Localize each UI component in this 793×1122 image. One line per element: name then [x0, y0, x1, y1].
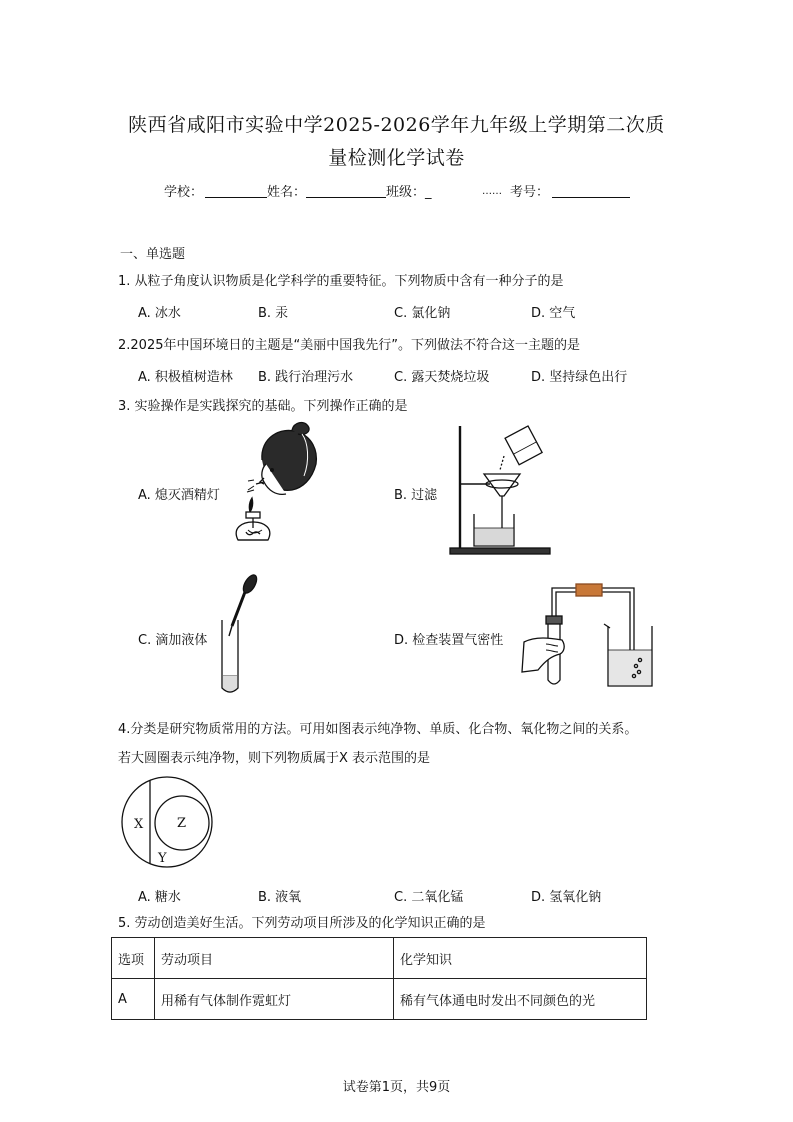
q3-option-b[interactable]: B. 过滤 — [394, 488, 438, 503]
diagram-label-z: Z — [177, 816, 187, 831]
q5-stem: 5. 劳动创造美好生活。下列劳动项目所涉及的化学知识正确的是 — [118, 916, 486, 931]
table-header-cell: 化学知识 — [394, 938, 647, 979]
q4-stem-line2: 若大圆圈表示纯净物，则下列物质属于X 表示范围的是 — [118, 751, 431, 766]
q1-stem: 1. 从粒子角度认识物质是化学科学的重要特征。下列物质中含有一种分子的是 — [118, 274, 564, 289]
diagram-label-y: Y — [158, 851, 167, 866]
filtration-illustration — [448, 424, 558, 558]
exam-no-blank[interactable] — [552, 183, 630, 198]
name-label: 姓名： — [267, 185, 307, 200]
dropper-illustration — [214, 572, 262, 698]
table-cell: 稀有气体通电时发出不同颜色的光 — [394, 979, 647, 1020]
q3-option-a[interactable]: A. 熄灭酒精灯 — [138, 488, 220, 503]
q3-stem: 3. 实验操作是实践探究的基础。下列操作正确的是 — [118, 399, 408, 414]
table-cell: A — [112, 979, 155, 1020]
q4-option-c[interactable]: C. 二氧化锰 — [394, 890, 464, 905]
q4-option-b[interactable]: B. 液氧 — [258, 890, 302, 905]
table-header-cell: 劳动项目 — [155, 938, 394, 979]
exam-title-line2: 量检测化学试卷 — [328, 147, 465, 169]
table-header-row — [112, 938, 647, 979]
q3-option-c[interactable]: C. 滴加液体 — [138, 633, 208, 648]
name-blank[interactable] — [306, 183, 386, 198]
diagram-label-x: X — [134, 817, 144, 832]
airtightness-illustration — [516, 580, 660, 692]
q2-option-a[interactable]: A. 积极植树造林 — [138, 370, 233, 385]
q4-option-d[interactable]: D. 氢氧化钠 — [531, 890, 602, 905]
class-label: 班级：_ — [386, 185, 432, 200]
q4-option-a[interactable]: A. 糖水 — [138, 890, 181, 905]
dots: …… — [482, 186, 502, 197]
page-footer: 试卷第1页，共9页 — [342, 1080, 451, 1095]
school-blank[interactable] — [205, 183, 267, 198]
q1-option-b[interactable]: B. 汞 — [258, 306, 289, 321]
table-cell: 用稀有气体制作霓虹灯 — [155, 979, 394, 1020]
q1-option-c[interactable]: C. 氯化钠 — [394, 306, 451, 321]
school-label: 学校： — [164, 185, 204, 200]
table-header-cell: 选项 — [112, 938, 155, 979]
exam-no-label: 考号： — [510, 185, 550, 200]
blowing-lamp-illustration — [232, 420, 324, 558]
q2-option-c[interactable]: C. 露天焚烧垃圾 — [394, 370, 490, 385]
q2-stem: 2.2025年中国环境日的主题是“美丽中国我先行”。下列做法不符合这一主题的是 — [118, 338, 580, 353]
q2-option-b[interactable]: B. 践行治理污水 — [258, 370, 354, 385]
section-title: 一、单选题 — [120, 247, 186, 262]
exam-title-line1: 陕西省咸阳市实验中学2025-2026学年九年级上学期第二次质 — [128, 114, 665, 136]
q1-option-a[interactable]: A. 冰水 — [138, 306, 181, 321]
q4-stem-line1: 4.分类是研究物质常用的方法。可用如图表示纯净物、单质、化合物、氧化物之间的关系。 — [118, 722, 638, 737]
classification-diagram — [118, 776, 218, 868]
q5-table — [111, 937, 647, 1020]
q1-option-d[interactable]: D. 空气 — [531, 306, 576, 321]
q2-option-d[interactable]: D. 坚持绿色出行 — [531, 370, 628, 385]
q3-option-d[interactable]: D. 检查装置气密性 — [394, 633, 504, 648]
table-row — [112, 979, 647, 1020]
